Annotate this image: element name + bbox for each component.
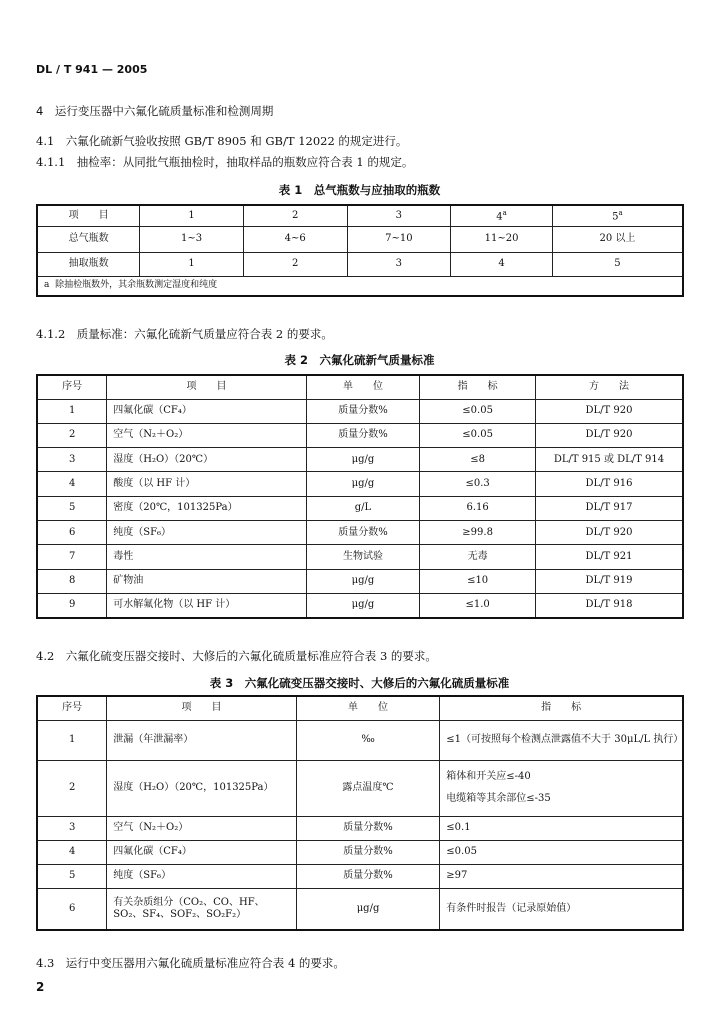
table-2-row: [37, 423, 683, 447]
table-3-cell: ≥97: [440, 864, 683, 888]
table-3-header-cell: 指 标: [440, 696, 683, 720]
table-2-cell: DL/T 919: [535, 569, 683, 593]
table-3-header-row: [37, 696, 683, 720]
table-2-cell: 毒性: [107, 545, 306, 569]
table-3-cell: 露点温度℃: [296, 760, 440, 816]
table-2-row: [37, 496, 683, 520]
table-2-cell: DL/T 920: [535, 399, 683, 423]
table-1-row-label: 总气瓶数: [37, 226, 140, 252]
table-3-cell: 质量分数%: [296, 816, 440, 840]
table-3-cell: 1: [37, 720, 107, 760]
table-2-row: [37, 399, 683, 423]
table-2-cell: ≤8: [420, 448, 536, 472]
table-2-cell: DL/T 915 或 DL/T 914: [535, 448, 683, 472]
table-2-row: [37, 545, 683, 569]
table-3-cell: ≤0.1: [440, 816, 683, 840]
table-3-header-cell: 单 位: [296, 696, 440, 720]
table-2-cell: ≥99.8: [420, 520, 536, 544]
table-3-row: [37, 840, 683, 864]
table-1-row-label: 项 目: [37, 205, 140, 226]
table-2-cell: 7: [37, 545, 107, 569]
paragraph-4-1-1: 4.1.1 抽检率：从同批气瓶抽检时，抽取样品的瓶数应符合表 1 的规定。: [36, 155, 414, 169]
document-code-header: DL / T 941 — 2005: [36, 63, 148, 76]
table-2-cell: ≤0.3: [420, 472, 536, 496]
table-3-cell: 2: [37, 760, 107, 816]
table-1-cell: 1: [140, 252, 244, 276]
table-2-row: [37, 569, 683, 593]
table-2: [36, 374, 684, 619]
table-1-header-cell: 3: [347, 205, 451, 226]
table-3-cell: 质量分数%: [296, 840, 440, 864]
table-2-row: [37, 520, 683, 544]
table-3-cell: 5: [37, 864, 107, 888]
table-2-cell: 质量分数%: [306, 399, 420, 423]
table-3-cell: 6: [37, 888, 107, 930]
table-2-cell: 湿度（H₂O）（20℃）: [107, 448, 306, 472]
table-3-cell: ≤1（可按照每个检测点泄露值不大于 30μL/L 执行）: [440, 720, 683, 760]
table-3-row: [37, 888, 683, 930]
table-3-row: [37, 720, 683, 760]
table-2-cell: μg/g: [306, 448, 420, 472]
table-2-cell: DL/T 918: [535, 593, 683, 617]
table-2-cell: 酸度（以 HF 计）: [107, 472, 306, 496]
table-1-cell: 1~3: [140, 226, 244, 252]
table-1: [36, 204, 684, 297]
table-1-row-label: 抽取瓶数: [37, 252, 140, 276]
table-2-cell: 矿物油: [107, 569, 306, 593]
table-2-header-cell: 序号: [37, 375, 107, 399]
table-2-cell: 8: [37, 569, 107, 593]
table-2-row: [37, 472, 683, 496]
table-3-header-cell: 项 目: [107, 696, 296, 720]
table-2-cell: g/L: [306, 496, 420, 520]
table-2-cell: ≤10: [420, 569, 536, 593]
table-2-cell: 无毒: [420, 545, 536, 569]
table-1-header-cell: 2: [243, 205, 347, 226]
table-2-header-cell: 方 法: [535, 375, 683, 399]
table-3-cell: ≤0.05: [440, 840, 683, 864]
footnote-marker: a: [618, 208, 623, 217]
table-3-header-cell: 序号: [37, 696, 107, 720]
paragraph-4-1: 4.1 六氟化硫新气验收按照 GB/T 8905 和 GB/T 12022 的规定进行。: [36, 134, 408, 148]
table-2-cell: 2: [37, 423, 107, 447]
table-3-cell: μg/g: [296, 888, 440, 930]
table-3-cell: 纯度（SF₆）: [107, 864, 296, 888]
table-3-row: [37, 864, 683, 888]
table-1-cell: 4~6: [243, 226, 347, 252]
table-1-caption: 表 1 总气瓶数与应抽取的瓶数: [278, 183, 441, 197]
table-2-cell: μg/g: [306, 472, 420, 496]
paragraph-4-1-2: 4.1.2 质量标准：六氟化硫新气质量应符合表 2 的要求。: [36, 327, 333, 341]
table-1-cell: 5: [552, 252, 683, 276]
table-2-row: [37, 448, 683, 472]
table-3-row: [37, 760, 683, 816]
table-2-cell: 质量分数%: [306, 520, 420, 544]
table-2-cell: μg/g: [306, 569, 420, 593]
table-2-cell: 9: [37, 593, 107, 617]
table-3-cell-line: 有关杂质组分（CO₂、CO、HF、: [113, 896, 265, 908]
table-1-cell: 20 以上: [552, 226, 683, 252]
footnote-marker: a: [502, 208, 507, 217]
table-1-cell: 2: [243, 252, 347, 276]
table-2-cell: μg/g: [306, 593, 420, 617]
table-2-cell: 3: [37, 448, 107, 472]
paragraph-4-2: 4.2 六氟化硫变压器交接时、大修后的六氟化硫质量标准应符合表 3 的要求。: [36, 649, 437, 663]
table-2-header-row: [37, 375, 683, 399]
table-2-header-cell: 项 目: [107, 375, 306, 399]
table-3-cell: 湿度（H₂O）（20℃，101325Pa）: [107, 760, 296, 816]
table-2-cell: 纯度（SF₆）: [107, 520, 306, 544]
paragraph-4-3: 4.3 运行中变压器用六氟化硫质量标准应符合表 4 的要求。: [36, 956, 345, 970]
table-1-footnote: a 除抽检瓶数外，其余瓶数测定湿度和纯度: [37, 276, 683, 296]
table-3-cell: 泄漏（年泄漏率）: [107, 720, 296, 760]
table-2-header-cell: 指 标: [420, 375, 536, 399]
page-number: 2: [36, 980, 45, 994]
table-1-header-cell: 4$^a$: [451, 205, 553, 226]
table-1-cell: 4: [451, 252, 553, 276]
table-3-cell-line: SO₂、SF₄、SOF₂、SO₂F₂）: [113, 908, 247, 920]
table-2-cell: ≤0.05: [420, 399, 536, 423]
table-2-cell: 6: [37, 520, 107, 544]
table-1-sampled-row: [37, 252, 683, 276]
table-3-row: [37, 816, 683, 840]
table-3-cell-line: 箱体和开关应≤-40: [446, 771, 531, 782]
table-1-footnote-row: [37, 276, 683, 296]
table-2-cell: ≤1.0: [420, 593, 536, 617]
table-2-cell: DL/T 917: [535, 496, 683, 520]
table-3-cell: 四氟化碳（CF₄）: [107, 840, 296, 864]
table-3-cell: ‰: [296, 720, 440, 760]
table-2-cell: 四氟化碳（CF₄）: [107, 399, 306, 423]
table-2-cell: 1: [37, 399, 107, 423]
table-3-cell: 有条件时报告（记录原始值）: [440, 888, 683, 930]
table-1-header-row: [37, 205, 683, 226]
table-3-cell: 3: [37, 816, 107, 840]
table-1-cell: 11~20: [451, 226, 553, 252]
table-2-cell: 空气（N₂＋O₂）: [107, 423, 306, 447]
table-2-header-cell: 单 位: [306, 375, 420, 399]
table-2-cell: 质量分数%: [306, 423, 420, 447]
table-2-row: [37, 593, 683, 617]
table-2-cell: 可水解氟化物（以 HF 计）: [107, 593, 306, 617]
table-3-cell: [440, 760, 683, 816]
table-2-cell: 生物试验: [306, 545, 420, 569]
table-1-cell: 3: [347, 252, 451, 276]
table-3-cell: 质量分数%: [296, 864, 440, 888]
table-2-cell: DL/T 920: [535, 423, 683, 447]
table-3-cell-line: 电缆箱等其余部位≤-35: [446, 793, 551, 804]
table-3-cell: 4: [37, 840, 107, 864]
table-2-cell: ≤0.05: [420, 423, 536, 447]
table-1-header-cell: 1: [140, 205, 244, 226]
table-2-cell: 4: [37, 472, 107, 496]
table-3-cell: 空气（N₂＋O₂）: [107, 816, 296, 840]
table-2-cell: DL/T 920: [535, 520, 683, 544]
table-1-cell: 7~10: [347, 226, 451, 252]
table-3-caption: 表 3 六氟化硫变压器交接时、大修后的六氟化硫质量标准: [209, 676, 510, 690]
section-4-heading: 4 运行变压器中六氟化硫质量标准和检测周期: [36, 104, 274, 118]
table-2-cell: 5: [37, 496, 107, 520]
table-2-caption: 表 2 六氟化硫新气质量标准: [284, 353, 435, 367]
table-1-total-row: [37, 226, 683, 252]
table-2-cell: 密度（20℃，101325Pa）: [107, 496, 306, 520]
table-2-cell: DL/T 916: [535, 472, 683, 496]
table-3-cell: [107, 888, 296, 930]
table-1-header-cell: 5$^a$: [552, 205, 683, 226]
table-2-cell: 6.16: [420, 496, 536, 520]
table-2-cell: DL/T 921: [535, 545, 683, 569]
table-3: [36, 695, 684, 931]
